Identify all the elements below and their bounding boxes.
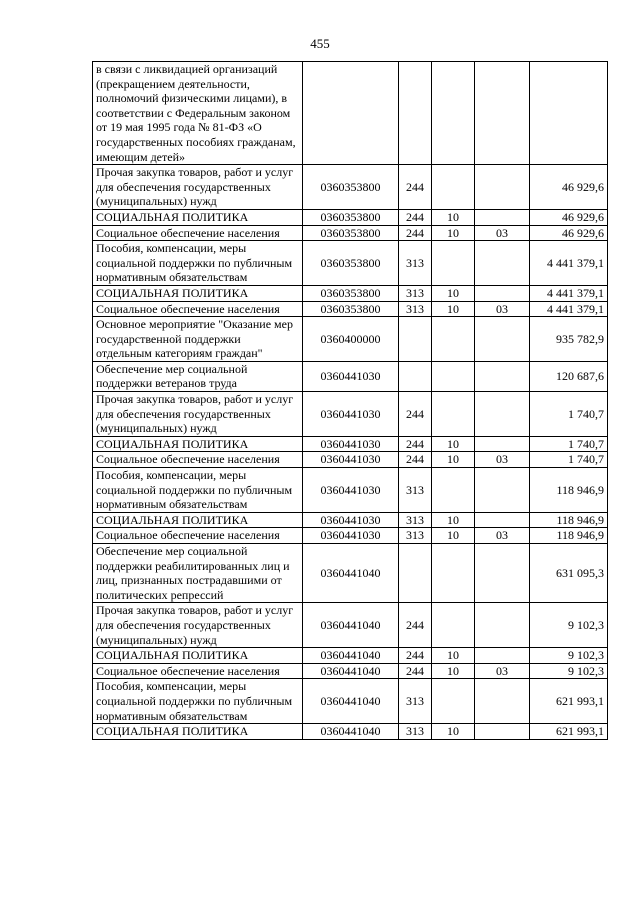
- row-name-cell: Пособия, компенсации, меры социальной поддержки по публичным нормативным обязательствам: [93, 468, 303, 513]
- subsection-cell: [475, 209, 530, 225]
- subsection-cell: [475, 544, 530, 603]
- row-name-cell: Прочая закупка товаров, работ и услуг для обеспечения государственных (муниципальных) нужд: [93, 392, 303, 437]
- amount-cell: 4 441 379,1: [530, 285, 608, 301]
- table-row: [93, 544, 608, 603]
- expense-type-cell: [399, 317, 432, 362]
- target-code-cell: 0360353800: [303, 209, 399, 225]
- subsection-cell: [475, 361, 530, 391]
- table-row: [93, 361, 608, 391]
- page-number: 455: [310, 36, 330, 51]
- amount-cell: 935 782,9: [530, 317, 608, 362]
- row-name-cell: Прочая закупка товаров, работ и услуг для обеспечения государственных (муниципальных) нужд: [93, 603, 303, 648]
- row-name-cell: Основное мероприятие "Оказание мер государственной поддержки отдельным категориям граждан": [93, 317, 303, 362]
- row-name-cell: СОЦИАЛЬНАЯ ПОЛИТИКА: [93, 512, 303, 528]
- subsection-cell: [475, 285, 530, 301]
- amount-cell: 9 102,3: [530, 603, 608, 648]
- target-code-cell: 0360441030: [303, 392, 399, 437]
- expense-type-cell: 313: [399, 301, 432, 317]
- target-code-cell: 0360441030: [303, 436, 399, 452]
- target-code-cell: 0360441030: [303, 468, 399, 513]
- table-row: [93, 209, 608, 225]
- table-row: [93, 436, 608, 452]
- budget-table-body: [93, 62, 608, 740]
- subsection-cell: 03: [475, 528, 530, 544]
- section-cell: [432, 603, 475, 648]
- expense-type-cell: 244: [399, 452, 432, 468]
- amount-cell: 621 993,1: [530, 679, 608, 724]
- row-name-cell: СОЦИАЛЬНАЯ ПОЛИТИКА: [93, 285, 303, 301]
- target-code-cell: 0360441040: [303, 603, 399, 648]
- subsection-cell: [475, 317, 530, 362]
- budget-table: [92, 61, 608, 740]
- target-code-cell: 0360353800: [303, 301, 399, 317]
- amount-cell: 118 946,9: [530, 512, 608, 528]
- expense-type-cell: 244: [399, 209, 432, 225]
- table-row: [93, 392, 608, 437]
- row-name-cell: Социальное обеспечение населения: [93, 452, 303, 468]
- row-name-cell: Социальное обеспечение населения: [93, 225, 303, 241]
- expense-type-cell: 313: [399, 468, 432, 513]
- section-cell: 10: [432, 663, 475, 679]
- target-code-cell: 0360441040: [303, 663, 399, 679]
- subsection-cell: [475, 165, 530, 210]
- table-row: [93, 512, 608, 528]
- amount-cell: 4 441 379,1: [530, 301, 608, 317]
- subsection-cell: [475, 512, 530, 528]
- section-cell: 10: [432, 436, 475, 452]
- subsection-cell: [475, 679, 530, 724]
- subsection-cell: 03: [475, 452, 530, 468]
- table-row: [93, 603, 608, 648]
- expense-type-cell: 244: [399, 648, 432, 664]
- target-code-cell: 0360441040: [303, 648, 399, 664]
- amount-cell: 1 740,7: [530, 436, 608, 452]
- section-cell: [432, 165, 475, 210]
- row-name-cell: Обеспечение мер социальной поддержки реабилитированных лиц и лиц, признанных пострадавшими от политических репрессий: [93, 544, 303, 603]
- expense-type-cell: 313: [399, 679, 432, 724]
- table-row: [93, 317, 608, 362]
- target-code-cell: 0360441030: [303, 512, 399, 528]
- expense-type-cell: 313: [399, 285, 432, 301]
- section-cell: 10: [432, 209, 475, 225]
- row-name-cell: СОЦИАЛЬНАЯ ПОЛИТИКА: [93, 724, 303, 740]
- amount-cell: 9 102,3: [530, 648, 608, 664]
- expense-type-cell: 244: [399, 225, 432, 241]
- row-name-cell: СОЦИАЛЬНАЯ ПОЛИТИКА: [93, 436, 303, 452]
- section-cell: [432, 392, 475, 437]
- section-cell: [432, 679, 475, 724]
- subsection-cell: [475, 392, 530, 437]
- row-name-cell: Пособия, компенсации, меры социальной поддержки по публичным нормативным обязательствам: [93, 241, 303, 286]
- subsection-cell: [475, 724, 530, 740]
- subsection-cell: [475, 468, 530, 513]
- table-row: [93, 452, 608, 468]
- table-row: [93, 648, 608, 664]
- target-code-cell: 0360441040: [303, 724, 399, 740]
- target-code-cell: 0360441030: [303, 528, 399, 544]
- row-name-cell: СОЦИАЛЬНАЯ ПОЛИТИКА: [93, 209, 303, 225]
- amount-cell: 46 929,6: [530, 225, 608, 241]
- section-cell: 10: [432, 452, 475, 468]
- row-name-cell: Социальное обеспечение населения: [93, 301, 303, 317]
- table-row: [93, 285, 608, 301]
- subsection-cell: [475, 62, 530, 165]
- target-code-cell: 0360441030: [303, 452, 399, 468]
- section-cell: 10: [432, 512, 475, 528]
- amount-cell: 120 687,6: [530, 361, 608, 391]
- expense-type-cell: 313: [399, 528, 432, 544]
- subsection-cell: 03: [475, 301, 530, 317]
- section-cell: 10: [432, 225, 475, 241]
- section-cell: [432, 241, 475, 286]
- row-name-cell: Пособия, компенсации, меры социальной поддержки по публичным нормативным обязательствам: [93, 679, 303, 724]
- table-row: [93, 301, 608, 317]
- subsection-cell: [475, 436, 530, 452]
- amount-cell: 631 095,3: [530, 544, 608, 603]
- amount-cell: 4 441 379,1: [530, 241, 608, 286]
- row-name-cell: Прочая закупка товаров, работ и услуг для обеспечения государственных (муниципальных) нужд: [93, 165, 303, 210]
- table-row: [93, 528, 608, 544]
- expense-type-cell: [399, 62, 432, 165]
- expense-type-cell: 313: [399, 724, 432, 740]
- target-code-cell: 0360441040: [303, 544, 399, 603]
- row-name-cell: в связи с ликвидацией организаций (прекращением деятельности, полномочий физическими лицами), в соответствии с Федеральным законом от 19 мая 1995 года № 81-ФЗ «О государственных пособиях гражданам, имеющим детей»: [93, 62, 303, 165]
- expense-type-cell: 244: [399, 603, 432, 648]
- amount-cell: [530, 62, 608, 165]
- row-name-cell: Обеспечение мер социальной поддержки ветеранов труда: [93, 361, 303, 391]
- expense-type-cell: 244: [399, 165, 432, 210]
- table-row: [93, 241, 608, 286]
- section-cell: 10: [432, 648, 475, 664]
- expense-type-cell: [399, 544, 432, 603]
- target-code-cell: 0360353800: [303, 285, 399, 301]
- subsection-cell: 03: [475, 663, 530, 679]
- row-name-cell: Социальное обеспечение населения: [93, 663, 303, 679]
- table-row: [93, 225, 608, 241]
- row-name-cell: Социальное обеспечение населения: [93, 528, 303, 544]
- subsection-cell: [475, 603, 530, 648]
- target-code-cell: 0360353800: [303, 225, 399, 241]
- amount-cell: 46 929,6: [530, 165, 608, 210]
- expense-type-cell: 244: [399, 436, 432, 452]
- section-cell: [432, 468, 475, 513]
- target-code-cell: 0360353800: [303, 241, 399, 286]
- section-cell: 10: [432, 285, 475, 301]
- table-row: [93, 663, 608, 679]
- subsection-cell: [475, 241, 530, 286]
- section-cell: [432, 317, 475, 362]
- table-row: [93, 468, 608, 513]
- amount-cell: 46 929,6: [530, 209, 608, 225]
- table-row: [93, 679, 608, 724]
- expense-type-cell: [399, 361, 432, 391]
- subsection-cell: 03: [475, 225, 530, 241]
- section-cell: 10: [432, 724, 475, 740]
- expense-type-cell: 244: [399, 663, 432, 679]
- amount-cell: 1 740,7: [530, 452, 608, 468]
- target-code-cell: 0360353800: [303, 165, 399, 210]
- amount-cell: 621 993,1: [530, 724, 608, 740]
- table-row: [93, 165, 608, 210]
- amount-cell: 118 946,9: [530, 468, 608, 513]
- target-code-cell: 0360441030: [303, 361, 399, 391]
- target-code-cell: [303, 62, 399, 165]
- amount-cell: 9 102,3: [530, 663, 608, 679]
- table-row: [93, 62, 608, 165]
- section-cell: [432, 361, 475, 391]
- target-code-cell: 0360400000: [303, 317, 399, 362]
- expense-type-cell: 244: [399, 392, 432, 437]
- target-code-cell: 0360441040: [303, 679, 399, 724]
- row-name-cell: СОЦИАЛЬНАЯ ПОЛИТИКА: [93, 648, 303, 664]
- amount-cell: 118 946,9: [530, 528, 608, 544]
- section-cell: [432, 544, 475, 603]
- table-row: [93, 724, 608, 740]
- expense-type-cell: 313: [399, 512, 432, 528]
- section-cell: 10: [432, 301, 475, 317]
- amount-cell: 1 740,7: [530, 392, 608, 437]
- section-cell: 10: [432, 528, 475, 544]
- subsection-cell: [475, 648, 530, 664]
- expense-type-cell: 313: [399, 241, 432, 286]
- section-cell: [432, 62, 475, 165]
